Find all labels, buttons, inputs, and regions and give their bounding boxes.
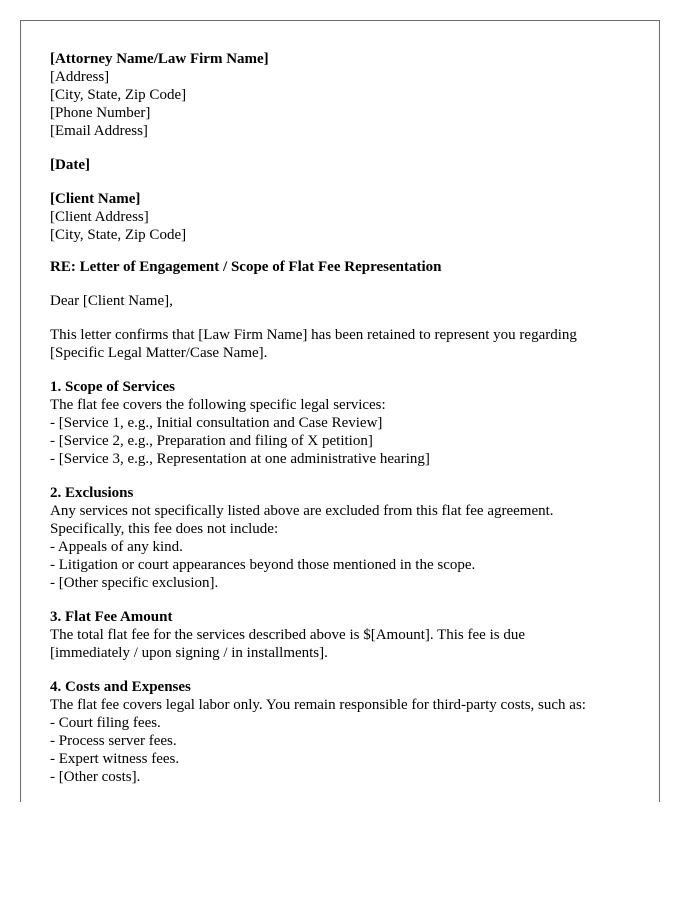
section-text: [immediately / upon signing / in installments]. <box>50 645 328 661</box>
list-item: - Litigation or court appearances beyond those mentioned in the scope. <box>50 557 476 573</box>
letter-page <box>20 20 660 802</box>
recipient-block <box>50 190 645 244</box>
list-item: - [Other costs]. <box>50 769 141 785</box>
list-item: - [Other specific exclusion]. <box>50 575 219 591</box>
re-block <box>50 258 645 276</box>
sender-name: [Attorney Name/Law Firm Name] <box>50 51 269 67</box>
date-block <box>50 156 645 174</box>
section-heading: 1. Scope of Services <box>50 379 175 395</box>
recipient-name: [Client Name] <box>50 191 141 207</box>
letter-date: [Date] <box>50 157 90 173</box>
intro-line-2: [Specific Legal Matter/Case Name]. <box>50 345 268 361</box>
sender-phone: [Phone Number] <box>50 105 151 121</box>
sender-city-state-zip: [City, State, Zip Code] <box>50 87 187 103</box>
list-item: - Expert witness fees. <box>50 751 180 767</box>
section-text: The total flat fee for the services described above is $[Amount]. This fee is due <box>50 627 525 643</box>
list-item: - Court filing fees. <box>50 715 161 731</box>
sender-block <box>50 50 645 140</box>
intro-paragraph <box>50 326 645 362</box>
sender-email: [Email Address] <box>50 123 148 139</box>
section-text: The flat fee covers the following specific legal services: <box>50 397 386 413</box>
section-scope <box>50 378 645 468</box>
list-item: - Appeals of any kind. <box>50 539 183 555</box>
section-text: The flat fee covers legal labor only. You remain responsible for third-party costs, such as: <box>50 697 586 713</box>
salutation-block <box>50 292 645 310</box>
list-item: - [Service 3, e.g., Representation at one administrative hearing] <box>50 451 430 467</box>
sender-address: [Address] <box>50 69 110 85</box>
section-costs <box>50 678 645 786</box>
section-text: Specifically, this fee does not include: <box>50 521 279 537</box>
salutation: Dear [Client Name], <box>50 293 173 309</box>
section-heading: 3. Flat Fee Amount <box>50 609 173 625</box>
section-heading: 2. Exclusions <box>50 485 134 501</box>
list-item: - [Service 2, e.g., Preparation and filing of X petition] <box>50 433 373 449</box>
section-text: Any services not specifically listed above are excluded from this flat fee agreement. <box>50 503 554 519</box>
section-heading: 4. Costs and Expenses <box>50 679 191 695</box>
section-fee <box>50 608 645 662</box>
recipient-address: [Client Address] <box>50 209 149 225</box>
re-line: RE: Letter of Engagement / Scope of Flat Fee Representation <box>50 259 442 275</box>
list-item: - Process server fees. <box>50 733 177 749</box>
recipient-city-state-zip: [City, State, Zip Code] <box>50 227 187 243</box>
intro-line-1: This letter confirms that [Law Firm Name] has been retained to represent you regarding <box>50 327 577 343</box>
section-exclusions <box>50 484 645 592</box>
letter-content <box>50 50 645 786</box>
list-item: - [Service 1, e.g., Initial consultation and Case Review] <box>50 415 383 431</box>
